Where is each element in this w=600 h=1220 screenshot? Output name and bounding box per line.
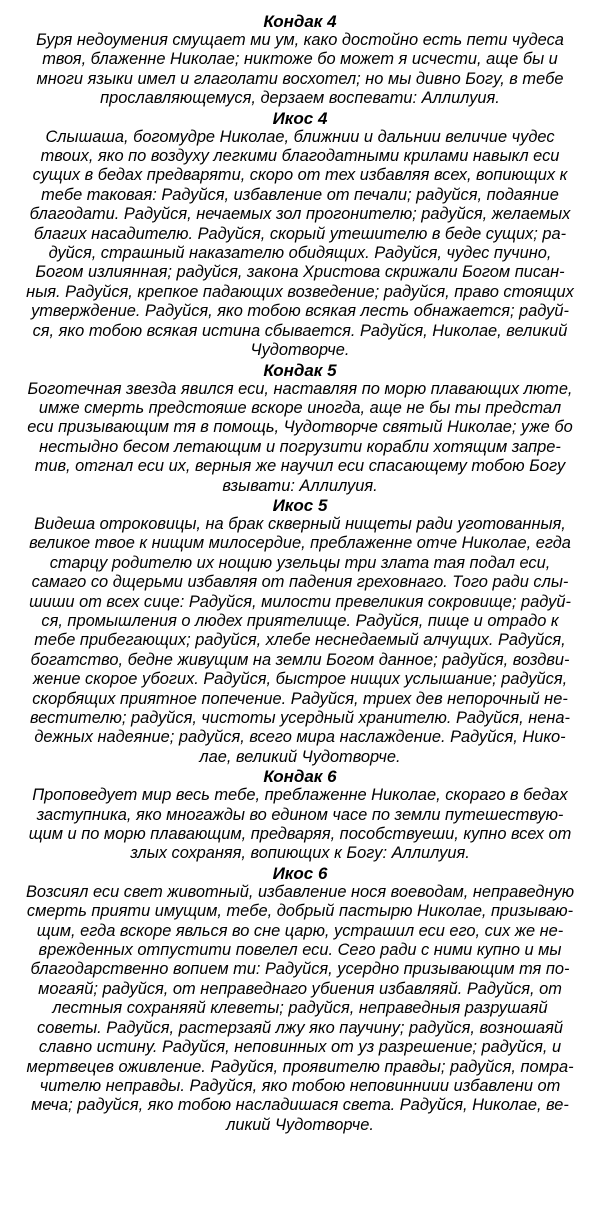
section-heading: Кондак 6 [263, 767, 337, 787]
text-line: богатство, бедне живущим на земли Богом данное; радуйся, воздви- [30, 650, 570, 669]
text-line: ся, яко тобою всякая истина сбывается. Радуйся, Николае, великий [32, 321, 568, 340]
text-line: злых сохраняя, вопиющих к Богу: Аллилуия. [130, 844, 470, 863]
text-line: Чудотворче. [250, 341, 350, 360]
section-heading: Кондак 4 [263, 12, 337, 31]
text-line: благодати. Радуйся, нечаемых зол прогонителю; радуйся, желаемых [29, 205, 571, 224]
text-line: Возсиял еси свет животный, избавление нося воеводам, неправедную [25, 882, 575, 901]
text-line: Слышаша, богомудре Николае, ближнии и дальнии величие чудес [45, 127, 555, 146]
text-line: тебе прибегающих; радуйся, хлебе неснедаемый алчущих. Радуйся, [34, 631, 566, 650]
text-line: благих насадителю. Радуйся, скорый утешителю в беде сущих; ра- [33, 224, 567, 243]
text-line: самаго со дщерьми избавляя от падения греховнаго. Того ради слы- [31, 573, 569, 592]
text-line: ся, промышления о людех приятелище. Радуйся, пище и отрадо к [41, 611, 559, 630]
text-line: Боготечная звезда явился еси, наставляя по морю плавающих люте, [27, 379, 573, 398]
text-line: великое твое к нищим милосердие, преблаженне отче Николае, егда [29, 534, 571, 553]
text-line: щим, егда вскоре явлься во сне царю, устрашил еси его, сих же не- [36, 921, 564, 940]
section-heading: Икос 6 [272, 863, 328, 883]
text-line: чителю неправды. Радуйся, яко тобою неповинниии избавлени от [39, 1076, 561, 1095]
text-line: твоих, яко по воздуху легкими благодатными крилами навыкл еси [40, 147, 560, 166]
text-line: прославляющемуся, дерзаем воспевати: Аллилуия. [100, 89, 500, 108]
text-line: вестителю; радуйся, чистоты усердный хранителю. Радуйся, нена- [29, 709, 571, 727]
text-line: жение скорое убогих. Радуйся, быстрое нищих услышание; радуйся, [32, 670, 568, 689]
text-line: многи языки имел и глаголати восхотел; но мы дивно Богу, в тебе [36, 69, 564, 88]
text-line: могаяй; радуйся, от неправеднаго убиения избавляяй. Радуйся, от [38, 979, 562, 998]
text-line: сущих в бедах предваряти, скоро от тех избавляя всех, вопиющих к [32, 166, 568, 185]
text-line: дуйся, страшный наказателю обидящих. Радуйся, чудес пучино, [48, 244, 552, 263]
text-line: меча; радуйся, яко тобою насладишася света. Радуйся, Николае, ве- [31, 1096, 569, 1115]
text-line: Богом излиянная; радуйся, закона Христова скрижали Богом писан- [35, 263, 565, 282]
text-line: ликий Чудотворче. [226, 1115, 374, 1134]
text-line: Проповедует мир весь тебе, преблаженне Николае, скораго в бедах [32, 786, 568, 805]
text-line: тебе таковая: Радуйся, избавление от печали; радуйся, подаяние [41, 185, 559, 204]
text-line: ныя. Радуйся, крепкое падающих возведение; радуйся, право стоящих [26, 282, 574, 301]
text-line: смерть прияти имущим, тебе, добрый пастырю Николае, призываю- [26, 902, 574, 921]
section-heading: Икос 5 [272, 495, 328, 515]
text-line: заступника, яко многажды во едином часе по земли путешествую- [36, 805, 564, 824]
text-line: дежных надеяние; радуйся, всего мира наслаждение. Радуйся, Нико- [34, 728, 566, 747]
text-line: Видеша отроковицы, на брак скверный нищеты ради уготованныя, [34, 514, 566, 533]
text-line: славно истину. Радуйся, неповинных от уз разрешение; радуйся, и [38, 1038, 562, 1057]
text-line: врежденных отпустити повелел еси. Сего ради с ними купно и мы [38, 941, 562, 960]
text-line: советы. Радуйся, растерзаяй лжу яко паучину; радуйся, возношаяй [37, 1018, 563, 1037]
text-line: тив, отгнал еси их, верныя же научил еси спасающему тобою Богу [34, 457, 566, 476]
text-line: твоя, блаженне Николае; никтоже бо может я исчести, аще бы и [42, 50, 558, 69]
text-line: лестныя сохраняяй клеветы; радуйся, неправедныя разрушаяй [52, 999, 548, 1018]
text-line: скорбящих приятное попечение. Радуйся, триех дев непорочный не- [32, 689, 568, 708]
text-line: нестыдно бесом летающим и погрузити корабли хотящим запре- [39, 437, 561, 456]
text-line: взывати: Аллилуия. [222, 476, 378, 495]
text-line: еси призывающим тя в помощь, Чудотворче святый Николае; уже бо [27, 418, 573, 437]
text-line: утверждение. Радуйся, яко тобою всякая лесть обнажается; радуй- [31, 302, 569, 321]
text-line: шиши от всех сице: Радуйся, милости превеликия сокровище; радуй- [29, 592, 571, 611]
text-line: Буря недоумения смущает ми ум, како достойно есть пети чудеса [36, 31, 564, 49]
text-line: мертвецев оживление. Радуйся, проявителю правды; радуйся, помра- [26, 1057, 574, 1076]
text-line: благодарственно вопием ти: Радуйся, усердно призывающим тя по- [30, 960, 570, 979]
text-line: имже смерть предстояше вскоре иногда, аще не бы ты предстал [38, 398, 562, 417]
text-line: старцу родителю их нощию узельцы три злата тая подал еси, [49, 553, 551, 572]
text-line: щим и по морю плавающим, предваряя, пособствуеши, купно всех от [28, 825, 572, 844]
text-line: лае, великий Чудотворче. [199, 747, 401, 766]
section-heading: Кондак 5 [263, 360, 337, 380]
section-heading: Икос 4 [272, 108, 328, 128]
